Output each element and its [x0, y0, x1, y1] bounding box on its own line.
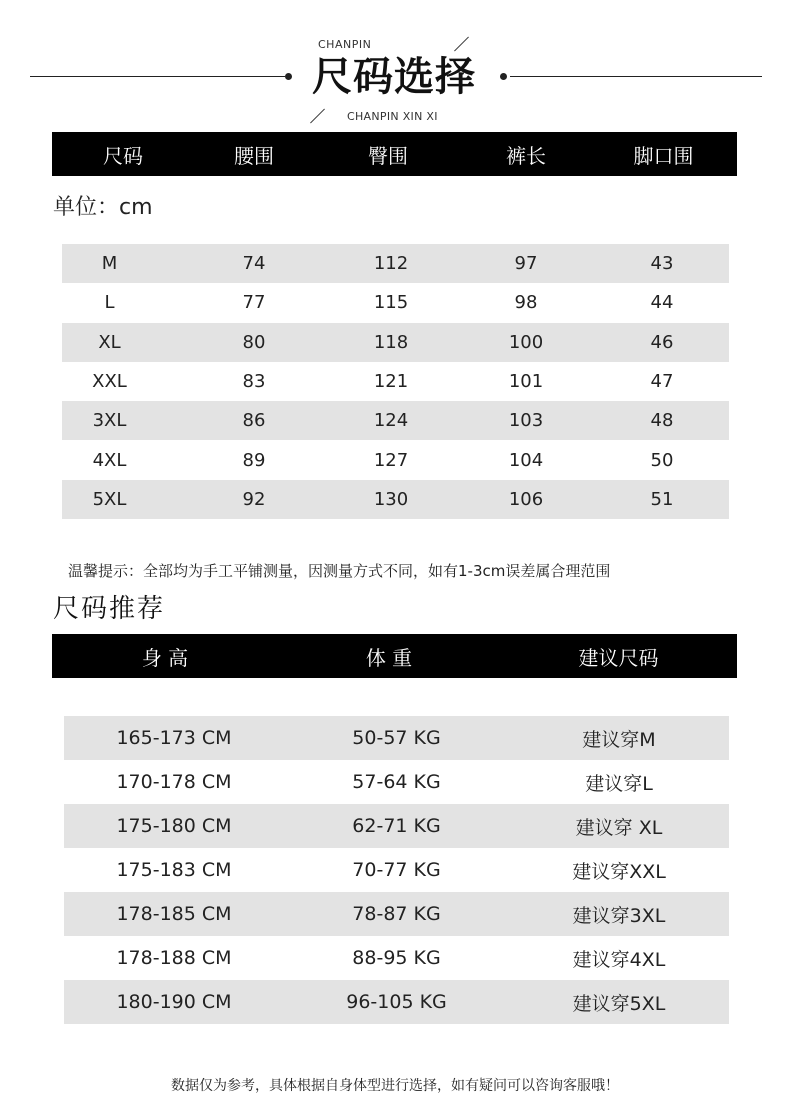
- title-slash-bottom: [310, 109, 325, 124]
- table-row: [62, 283, 729, 322]
- header-suggested-size: 建议尺码: [578, 645, 659, 670]
- cell-suggested-size: 建议穿L: [585, 772, 653, 795]
- title-block: [0, 0, 790, 130]
- cell-suggested-size: 建议穿M: [582, 728, 656, 751]
- cell-weight: 70-77 KG: [352, 859, 441, 881]
- header-waist: 腰围: [234, 143, 274, 168]
- table-row: [62, 401, 729, 440]
- unit-label: 单位：cm: [53, 195, 153, 220]
- cell-suggested-size: 建议穿5XL: [572, 992, 666, 1015]
- table-row: [64, 936, 729, 980]
- cell-length: 104: [508, 449, 544, 471]
- cell-size: XXL: [92, 371, 127, 393]
- cell-size: 5XL: [92, 488, 127, 510]
- header-leg-opening: 脚口围: [633, 143, 694, 168]
- cell-leg-opening: 51: [650, 488, 674, 510]
- cell-length: 97: [514, 253, 538, 275]
- cell-hip: 130: [373, 488, 409, 510]
- cell-weight: 62-71 KG: [352, 815, 441, 837]
- cell-length: 106: [508, 488, 544, 510]
- cell-leg-opening: 47: [650, 371, 674, 393]
- cell-waist: 83: [242, 371, 266, 393]
- cell-leg-opening: 48: [650, 410, 674, 432]
- cell-leg-opening: 44: [650, 292, 674, 314]
- cell-hip: 124: [373, 410, 409, 432]
- title-divider-right: [510, 76, 762, 77]
- table-row: [64, 980, 729, 1024]
- title-caption-bottom: CHANPIN XIN XI: [347, 110, 438, 123]
- header-hip: 臀围: [368, 143, 408, 168]
- cell-weight: 96-105 KG: [346, 991, 447, 1013]
- cell-height: 175-183 CM: [116, 859, 232, 881]
- measurement-note: 温馨提示：全部均为手工平铺测量，因测量方式不同，如有1-3cm误差属合理范围: [68, 562, 611, 580]
- cell-weight: 88-95 KG: [352, 947, 441, 969]
- cell-hip: 115: [373, 292, 409, 314]
- cell-waist: 80: [242, 331, 266, 353]
- cell-length: 101: [508, 371, 544, 393]
- table-row: [64, 892, 729, 936]
- cell-size: XL: [98, 331, 121, 353]
- cell-leg-opening: 43: [650, 253, 674, 275]
- cell-waist: 86: [242, 410, 266, 432]
- table-row: [62, 440, 729, 479]
- header-height: 身 高: [141, 645, 189, 670]
- recommend-section-title: 尺码推荐: [53, 594, 166, 624]
- title-dot-right: [500, 73, 507, 80]
- table-row: [62, 480, 729, 519]
- table-row: [64, 848, 729, 892]
- title-divider-left: [30, 76, 285, 77]
- cell-suggested-size: 建议穿 XL: [575, 816, 663, 839]
- recommend-table-header: [52, 634, 737, 678]
- table-row: [64, 760, 729, 804]
- cell-leg-opening: 50: [650, 449, 674, 471]
- cell-weight: 57-64 KG: [352, 771, 441, 793]
- table-row: [64, 804, 729, 848]
- cell-height: 178-188 CM: [116, 947, 232, 969]
- header-length: 裤长: [506, 143, 546, 168]
- header-weight: 体 重: [365, 645, 413, 670]
- cell-hip: 127: [373, 449, 409, 471]
- cell-suggested-size: 建议穿4XL: [572, 948, 666, 971]
- cell-size: M: [101, 253, 118, 275]
- cell-leg-opening: 46: [650, 331, 674, 353]
- cell-weight: 50-57 KG: [352, 727, 441, 749]
- cell-size: L: [104, 292, 115, 314]
- cell-hip: 118: [373, 331, 409, 353]
- cell-suggested-size: 建议穿XXL: [572, 860, 666, 883]
- cell-waist: 89: [242, 449, 266, 471]
- title-slash-top: [454, 37, 469, 52]
- cell-waist: 77: [242, 292, 266, 314]
- cell-height: 180-190 CM: [116, 991, 232, 1013]
- cell-waist: 74: [242, 253, 266, 275]
- cell-hip: 121: [373, 371, 409, 393]
- footer-note: 数据仅为参考，具体根据自身体型进行选择，如有疑问可以咨询客服哦！: [171, 1078, 619, 1094]
- title-dot-left: [285, 73, 292, 80]
- table-row: [62, 244, 729, 283]
- size-table-header: [52, 132, 737, 176]
- cell-suggested-size: 建议穿3XL: [572, 904, 666, 927]
- cell-length: 100: [508, 331, 544, 353]
- size-table: [62, 244, 729, 519]
- cell-waist: 92: [242, 488, 266, 510]
- table-row: [62, 323, 729, 362]
- cell-length: 103: [508, 410, 544, 432]
- title-caption-top: CHANPIN: [318, 38, 372, 51]
- page-title: 尺码选择: [312, 54, 476, 100]
- header-size: 尺码: [103, 143, 143, 168]
- table-row: [62, 362, 729, 401]
- cell-size: 4XL: [92, 449, 127, 471]
- cell-weight: 78-87 KG: [352, 903, 441, 925]
- cell-height: 170-178 CM: [116, 771, 232, 793]
- recommend-table: [64, 716, 729, 1024]
- cell-height: 175-180 CM: [116, 815, 232, 837]
- cell-height: 178-185 CM: [116, 903, 232, 925]
- cell-height: 165-173 CM: [116, 727, 232, 749]
- cell-size: 3XL: [92, 410, 127, 432]
- cell-hip: 112: [373, 253, 409, 275]
- cell-length: 98: [514, 292, 538, 314]
- table-row: [64, 716, 729, 760]
